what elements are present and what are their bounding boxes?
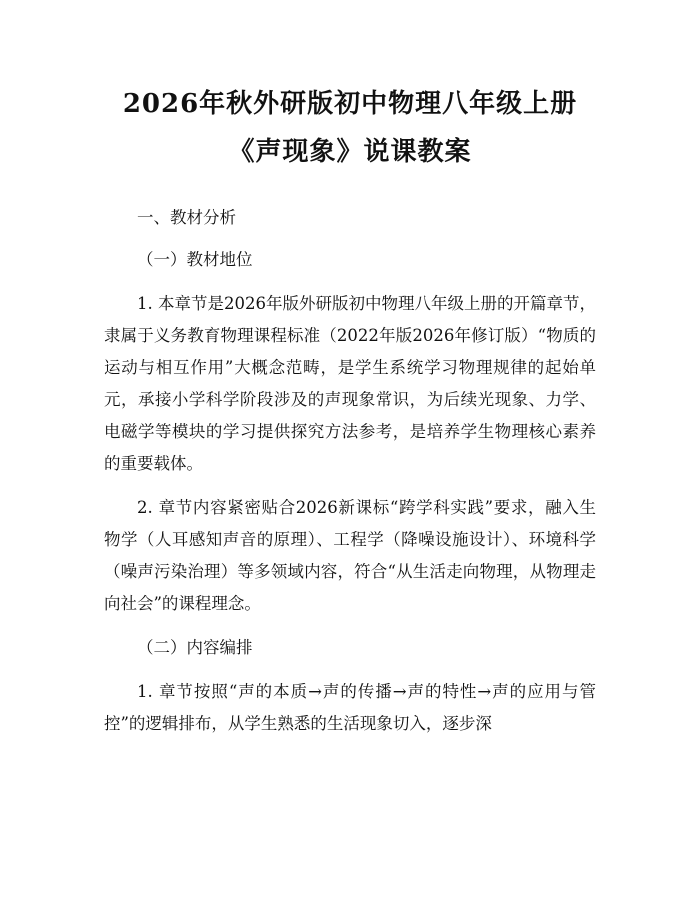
document-title: 2026年秋外研版初中物理八年级上册《声现象》说课教案: [122, 89, 578, 167]
paragraph-status-2: 2. 章节内容紧密贴合2026新课标“跨学科实践”要求，融入生物学（人耳感知声音的原理）、工程学（降噪设施设计）、环境科学（噪声污染治理）等多领域内容，符合“从生活走向物理，从物理走向社会”的课程理念。: [104, 498, 596, 613]
section-heading-textbook-analysis: 一、教材分析: [137, 208, 236, 227]
subsection-heading-content-arrangement: （二）内容编排: [137, 638, 253, 657]
subsection-heading-textbook-status: （一）教材地位: [137, 250, 253, 269]
paragraph-arrangement-1: 1. 章节按照“声的本质→声的传播→声的特性→声的应用与管控”的逻辑排布，从学生熟悉的生活现象切入，逐步深: [104, 682, 596, 733]
paragraph-status-1: 1. 本章节是2026年版外研版初中物理八年级上册的开篇章节，隶属于义务教育物理课程标准（2022年版2026年修订版）“物质的运动与相互作用”大概念范畴，是学生系统学习物理规律的起始单元，承接小学科学阶段涉及的声现象常识，为后续光现象、力学、电磁学等模块的学习提供探究方法参考，是培养学生物理核心素养的重要载体。: [104, 294, 596, 473]
